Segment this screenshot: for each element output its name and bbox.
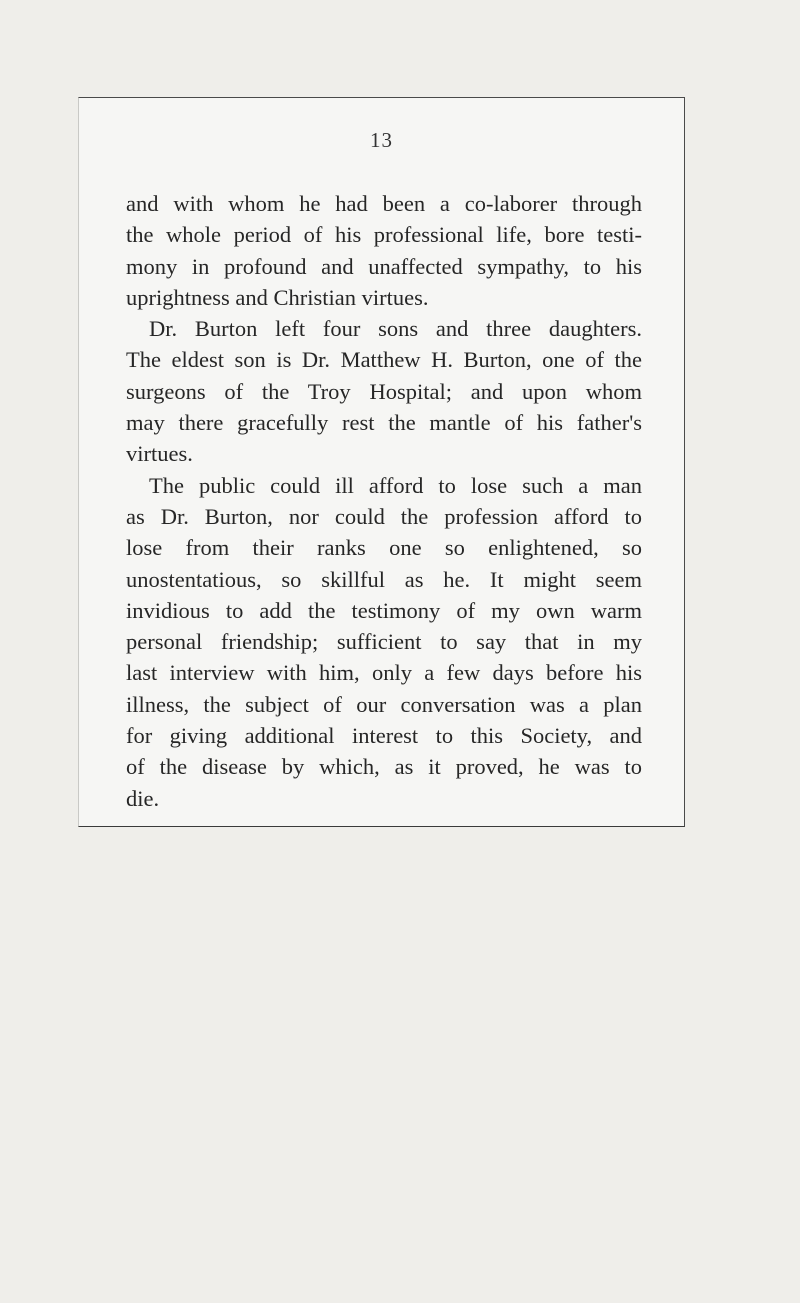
text-line: for giving additional interest to this Society, and [126, 723, 642, 749]
book-page [78, 97, 685, 827]
text-line: personal friendship; sufficient to say that in my [126, 629, 642, 655]
text-line: the whole period of his professional life, bore testi- [126, 222, 642, 248]
text-line: surgeons of the Troy Hospital; and upon whom [126, 378, 642, 404]
text-line: virtues. [126, 441, 193, 467]
text-line: uprightness and Christian virtues. [126, 284, 429, 310]
body-text [126, 188, 642, 814]
text-line: die. [126, 785, 160, 811]
text-line: The eldest son is Dr. Matthew H. Burton, one of the [126, 347, 642, 373]
text-line: The public could ill afford to lose such a man [149, 472, 642, 498]
text-line: mony in profound and unaffected sympathy, to his [126, 253, 642, 279]
page-number: 13 [370, 128, 393, 152]
text-line: as Dr. Burton, nor could the profession afford to [126, 503, 642, 529]
text-line: last interview with him, only a few days before his [126, 660, 642, 686]
text-line: and with whom he had been a co-laborer through [126, 191, 642, 216]
text-line: lose from their ranks one so enlightened, so [126, 535, 642, 561]
text-line: unostentatious, so skillful as he. It might seem [126, 566, 642, 592]
text-line: may there gracefully rest the mantle of his father's [126, 410, 642, 436]
text-line: illness, the subject of our conversation was a plan [126, 691, 642, 717]
text-line: of the disease by which, as it proved, he was to [126, 754, 642, 780]
text-line: invidious to add the testimony of my own warm [126, 597, 642, 623]
text-line: Dr. Burton left four sons and three daughters. [149, 316, 642, 342]
